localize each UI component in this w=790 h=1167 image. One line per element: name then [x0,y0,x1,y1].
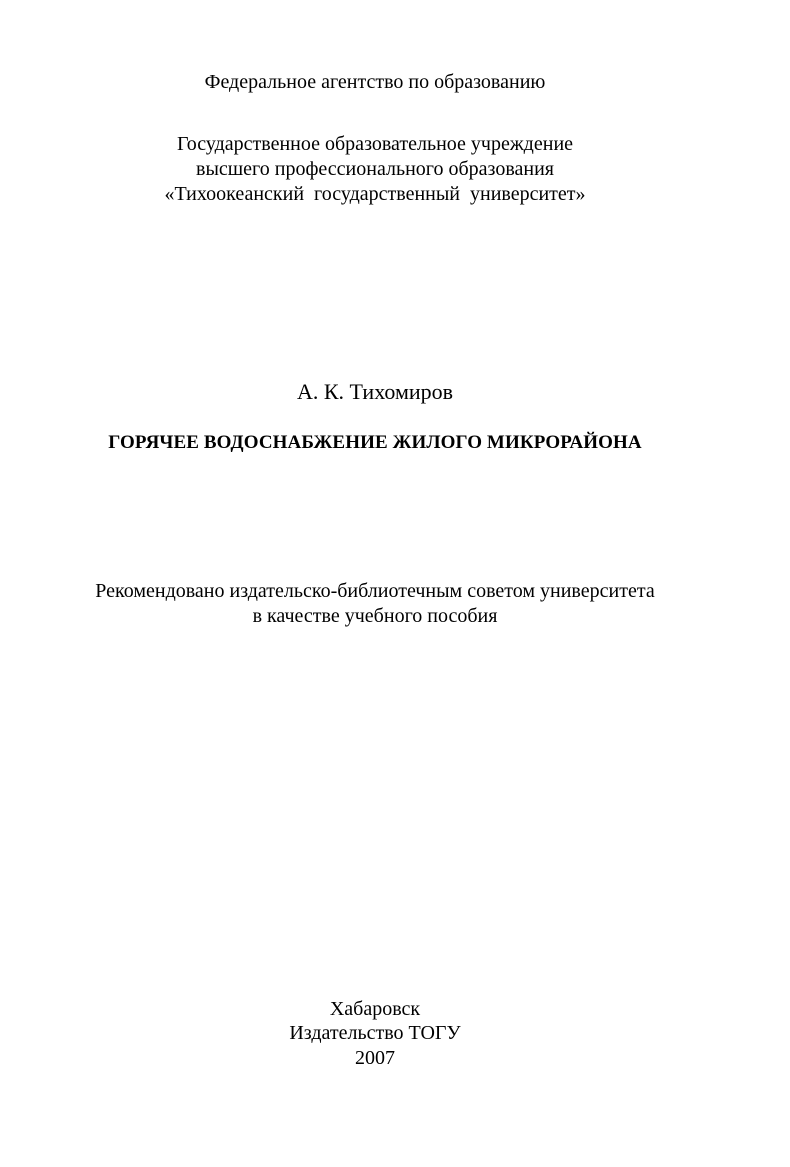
agency-name: Федеральное агентство по образованию [204,71,546,93]
imprint-year: 2007 [355,1047,395,1069]
document-title: ГОРЯЧЕЕ ВОДОСНАБЖЕНИЕ ЖИЛОГО МИКРОРАЙОНА [108,432,642,453]
recommendation-line-1: Рекомендовано издательско-библиотечным советом университета [95,580,655,602]
imprint-publisher: Издательство ТОГУ [289,1022,461,1044]
institution-line-1: Государственное образовательное учреждение [176,133,574,155]
recommendation-line-2: в качестве учебного пособия [252,605,498,627]
imprint-city: Хабаровск [329,998,421,1020]
institution-line-3: «Тихоокеанский государственный университет» [164,183,586,205]
author-name: А. К. Тихомиров [296,379,454,404]
institution-line-2: высшего профессионального образования [196,158,554,180]
